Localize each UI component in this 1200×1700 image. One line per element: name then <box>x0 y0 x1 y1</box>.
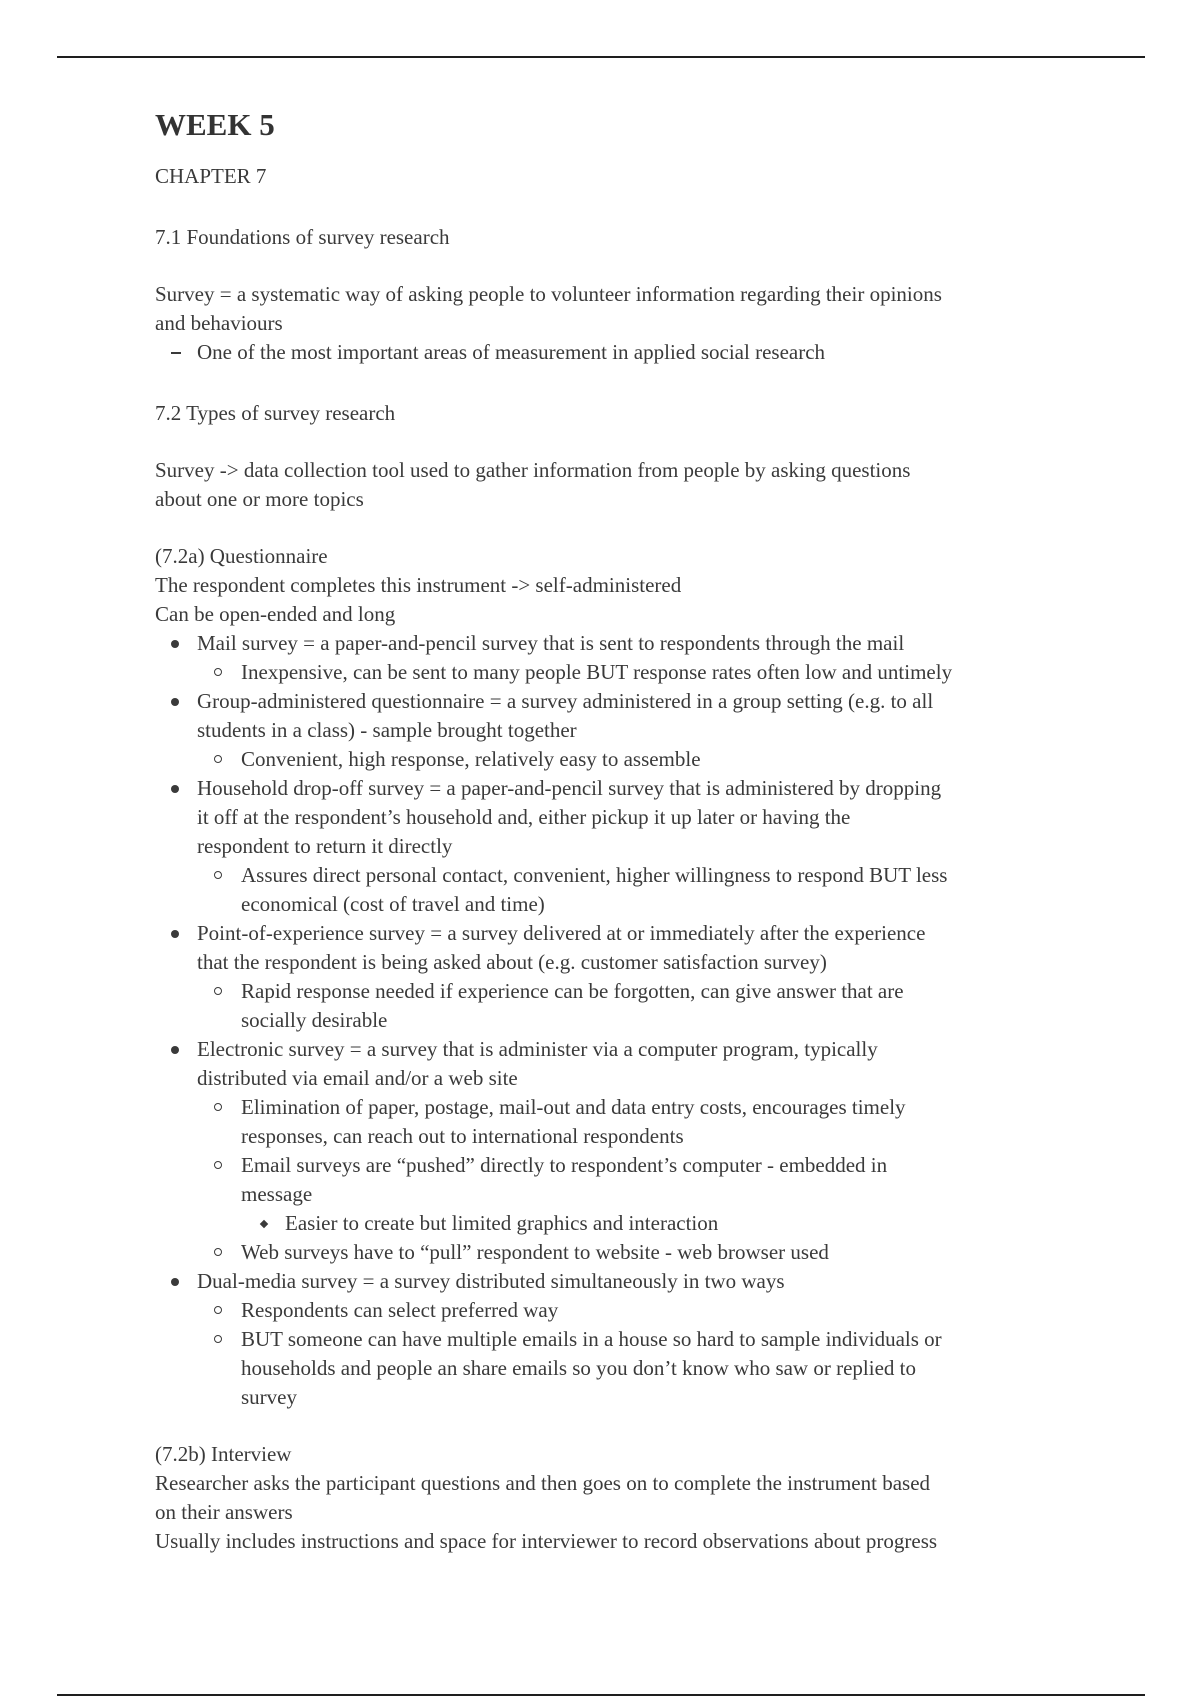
circle-bullet-icon <box>214 1248 222 1256</box>
survey-tool-line-2: about one or more topics <box>155 487 364 511</box>
list-item-group-questionnaire: Group-administered questionnaire = a survey administered in a group setting (e.g. to all <box>155 687 1060 716</box>
sub-sub-item-email-surveys: Easier to create but limited graphics and interaction <box>155 1209 1060 1238</box>
section-7-2-heading: 7.2 Types of survey research <box>155 401 396 425</box>
list-item-point-of-experience: Point-of-experience survey = a survey delivered at or immediately after the experience <box>155 919 1060 948</box>
sub-item-dual-media-emails: BUT someone can have multiple emails in a house so hard to sample individuals or <box>155 1325 1060 1354</box>
sub-item-dual-media-emails-cont-2: survey <box>241 1385 297 1409</box>
bottom-rule <box>57 1694 1145 1696</box>
sub-item-email-surveys: Email surveys are “pushed” directly to respondent’s computer - embedded in <box>155 1151 1060 1180</box>
questionnaire-line-2: Can be open-ended and long <box>155 602 396 626</box>
circle-bullet-icon <box>214 987 222 995</box>
sub-item-dual-media-emails-cont-1: households and people an share emails so you don’t know who saw or replied to <box>241 1356 916 1380</box>
document-page <box>155 103 1060 1556</box>
list-item-point-of-experience-cont: that the respondent is being asked about (e.g. customer satisfaction survey) <box>197 950 827 974</box>
sub-item-electronic-costs: Elimination of paper, postage, mail-out and data entry costs, encourages timely <box>155 1093 1060 1122</box>
bullet-icon <box>171 1046 179 1054</box>
list-item-electronic-survey: Electronic survey = a survey that is administer via a computer program, typically <box>155 1035 1060 1064</box>
sub-item-group-questionnaire: Convenient, high response, relatively easy to assemble <box>155 745 1060 774</box>
bullet-icon <box>171 1278 179 1286</box>
bullet-icon <box>171 930 179 938</box>
chapter-heading: CHAPTER 7 <box>155 164 267 188</box>
sub-item-point-of-experience: Rapid response needed if experience can be forgotten, can give answer that are <box>155 977 1060 1006</box>
section-7-2a-heading: (7.2a) Questionnaire <box>155 544 328 568</box>
sub-item-mail-survey: Inexpensive, can be sent to many people BUT response rates often low and untimely <box>155 658 1060 687</box>
sub-item-dual-media-preferred: Respondents can select preferred way <box>155 1296 1060 1325</box>
survey-tool-line-1: Survey -> data collection tool used to gather information from people by asking questions <box>155 458 911 482</box>
sub-item-electronic-costs-cont: responses, can reach out to international respondents <box>241 1124 684 1148</box>
list-item-household-dropoff-cont-1: it off at the respondent’s household and, either pickup it up later or having the <box>197 805 851 829</box>
circle-bullet-icon <box>214 871 222 879</box>
circle-bullet-icon <box>214 1161 222 1169</box>
survey-definition-line-1: Survey = a systematic way of asking people to volunteer information regarding their opinions <box>155 282 942 306</box>
sub-item-point-of-experience-cont: socially desirable <box>241 1008 388 1032</box>
list-item-household-dropoff-cont-2: respondent to return it directly <box>197 834 453 858</box>
list-item-group-questionnaire-cont: students in a class) - sample brought together <box>197 718 577 742</box>
list-item-household-dropoff: Household drop-off survey = a paper-and-pencil survey that is administered by dropping <box>155 774 1060 803</box>
list-item-mail-survey: Mail survey = a paper-and-pencil survey that is sent to respondents through the mail <box>155 629 1060 658</box>
bullet-icon <box>171 698 179 706</box>
circle-bullet-icon <box>214 1335 222 1343</box>
sub-item-household-dropoff: Assures direct personal contact, convenient, higher willingness to respond BUT less <box>155 861 1060 890</box>
section-7-2b-heading: (7.2b) Interview <box>155 1442 292 1466</box>
dash-list-item: One of the most important areas of measurement in applied social research <box>155 338 1060 367</box>
list-item-electronic-survey-cont: distributed via email and/or a web site <box>197 1066 518 1090</box>
circle-bullet-icon <box>214 1103 222 1111</box>
page-title: WEEK 5 <box>155 107 275 142</box>
interview-line-1: Researcher asks the participant questions and then goes on to complete the instrument based <box>155 1471 931 1495</box>
questionnaire-line-1: The respondent completes this instrument -> self-administered <box>155 573 682 597</box>
list-item-dual-media: Dual-media survey = a survey distributed simultaneously in two ways <box>155 1267 1060 1296</box>
sub-item-web-surveys: Web surveys have to “pull” respondent to website - web browser used <box>155 1238 1060 1267</box>
sub-item-household-dropoff-cont: economical (cost of travel and time) <box>241 892 545 916</box>
sub-item-email-surveys-cont: message <box>241 1182 313 1206</box>
circle-bullet-icon <box>214 1306 222 1314</box>
top-rule <box>57 56 1145 58</box>
circle-bullet-icon <box>214 755 222 763</box>
section-7-1-heading: 7.1 Foundations of survey research <box>155 225 450 249</box>
survey-definition-line-2: and behaviours <box>155 311 283 335</box>
interview-line-2: on their answers <box>155 1500 293 1524</box>
circle-bullet-icon <box>214 668 222 676</box>
dash-bullet-icon <box>171 352 181 354</box>
interview-line-3: Usually includes instructions and space for interviewer to record observations about progress <box>155 1529 938 1553</box>
bullet-icon <box>171 640 179 648</box>
bullet-icon <box>171 785 179 793</box>
diamond-bullet-icon <box>260 1220 268 1228</box>
